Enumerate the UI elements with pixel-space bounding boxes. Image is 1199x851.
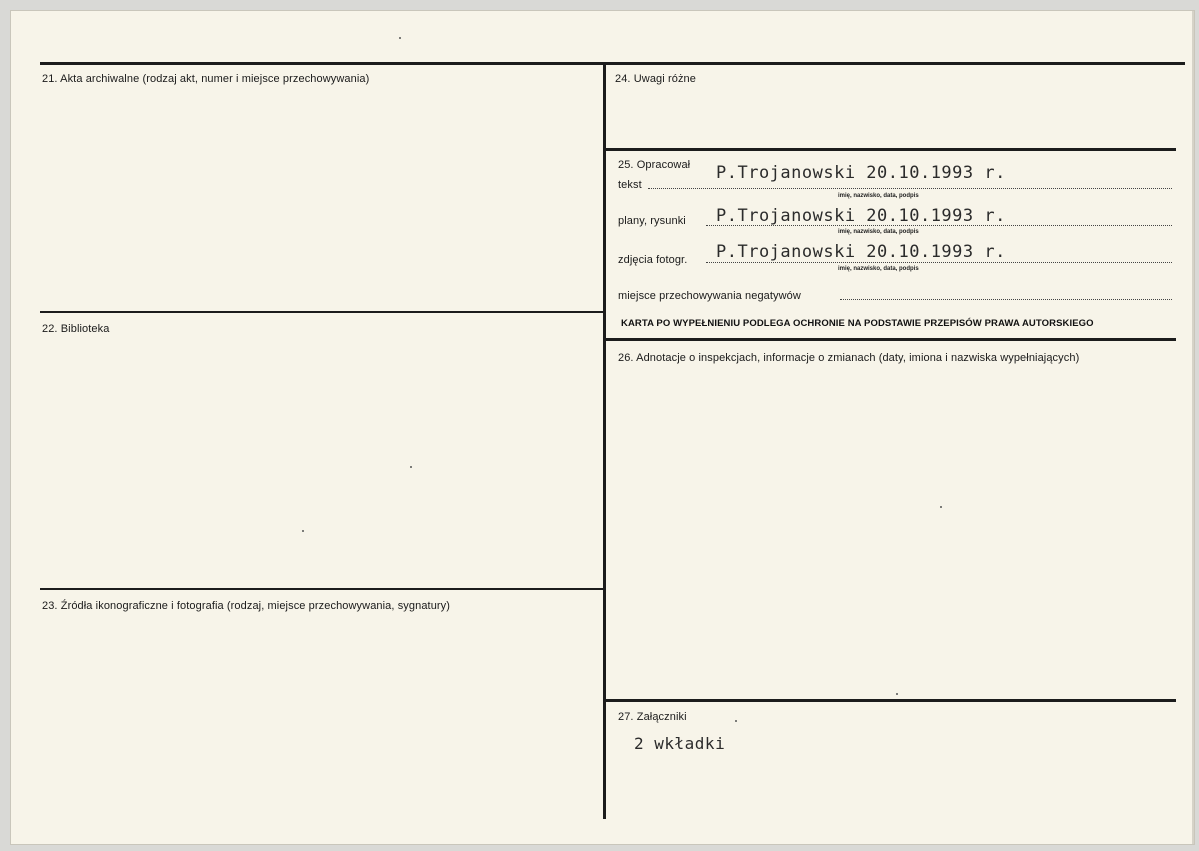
section-25-label: 25. Opracował <box>618 159 691 171</box>
author-drawings-value: P.Trojanowski 20.10.1993 r. <box>716 206 1006 226</box>
copyright-note: KARTA PO WYPEŁNIENIU PODLEGA OCHRONIE NA PODSTAWIE PRZEPISÓW PRAWA AUTORSKIEGO <box>621 318 1094 329</box>
author-drawings-hint: imię, nazwisko, data, podpis <box>838 229 919 235</box>
author-text-hint: imię, nazwisko, data, podpis <box>838 193 919 199</box>
paper-speck <box>896 693 898 695</box>
paper-speck <box>735 720 737 722</box>
author-photos-value: P.Trojanowski 20.10.1993 r. <box>716 242 1006 262</box>
author-photos-label: zdjęcia fotogr. <box>618 254 688 266</box>
section-22-label: 22. Biblioteka <box>42 323 110 335</box>
negatives-line <box>840 299 1172 300</box>
author-drawings-label: plany, rysunki <box>618 215 686 227</box>
rule-26-27 <box>606 699 1176 702</box>
rule-24-25 <box>606 148 1176 151</box>
negatives-label: miejsce przechowywania negatywów <box>618 290 801 302</box>
author-photos-line <box>706 262 1172 263</box>
paper-speck <box>302 530 304 532</box>
section-24-label: 24. Uwagi różne <box>615 73 696 85</box>
attachments-value: 2 wkładki <box>634 734 726 753</box>
author-text-line <box>648 188 1172 189</box>
section-26-label: 26. Adnotacje o inspekcjach, informacje o zmianach (daty, imiona i nazwiska wypełniających) <box>618 352 1080 364</box>
rule-22-23 <box>40 588 604 590</box>
author-photos-hint: imię, nazwisko, data, podpis <box>838 266 919 272</box>
section-23-label: 23. Źródła ikonograficzne i fotografia (rodzaj, miejsce przechowywania, sygnatury) <box>42 600 451 612</box>
rule-21-22 <box>40 311 604 313</box>
section-27-label: 27. Załączniki <box>618 711 687 723</box>
paper-speck <box>940 506 942 508</box>
author-text-label: tekst <box>618 179 642 191</box>
column-divider <box>603 62 606 819</box>
paper-speck <box>410 466 412 468</box>
section-21-label: 21. Akta archiwalne (rodzaj akt, numer i miejsce przechowywania) <box>42 73 370 85</box>
author-text-value: P.Trojanowski 20.10.1993 r. <box>716 163 1006 183</box>
record-card <box>10 10 1195 845</box>
rule-25-26 <box>606 338 1176 341</box>
paper-speck <box>399 37 401 39</box>
top-rule <box>40 62 1185 65</box>
